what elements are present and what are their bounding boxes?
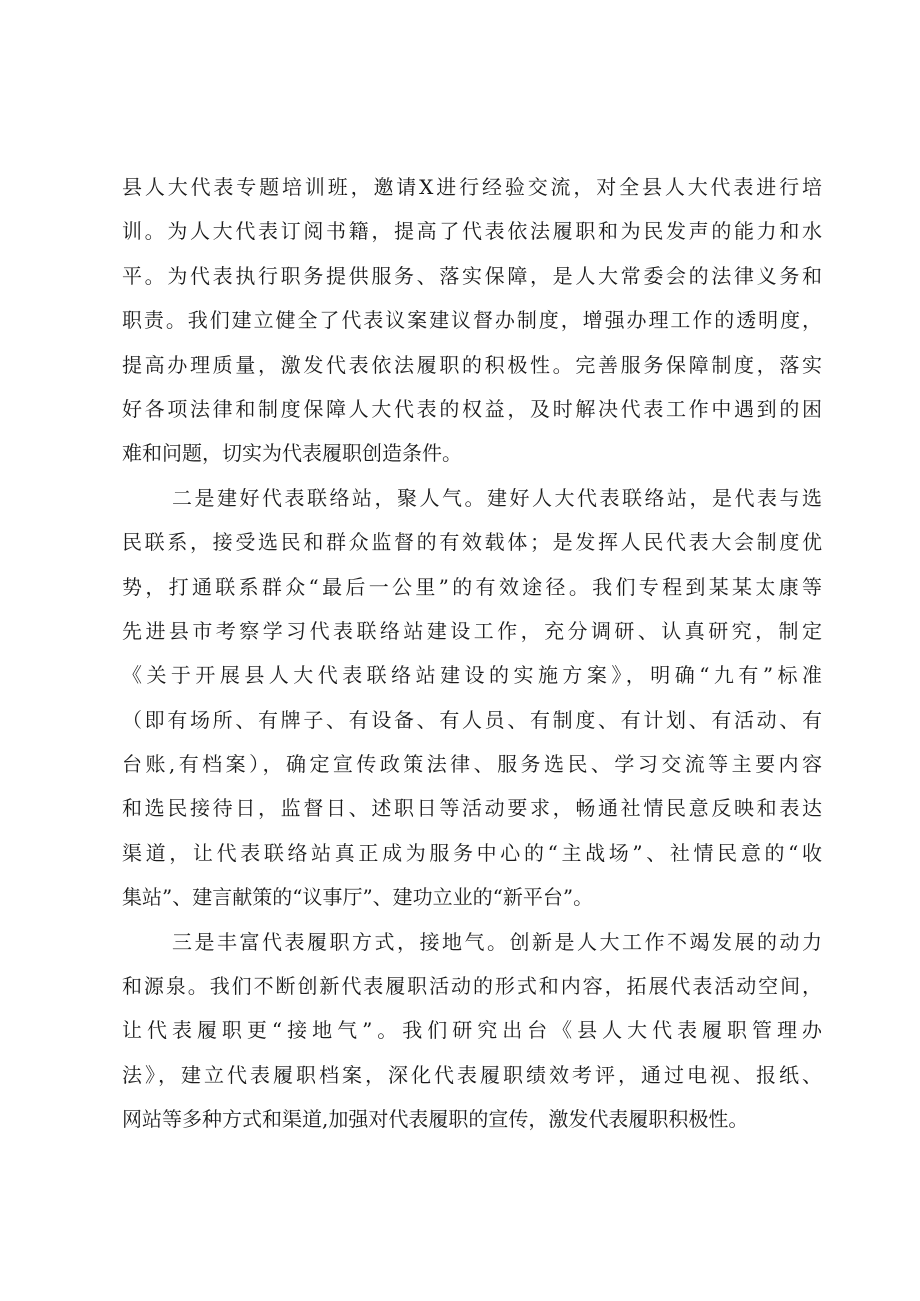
paragraph-line: 集站”、建言献策的“议事厅”、建功立业的“新平台”。 <box>122 885 594 910</box>
paragraph-line: （即有场所、有牌子、有设备、有人员、有制度、有计划、有活动、有 <box>122 707 822 732</box>
paragraph-line: 民联系，接受选民和群众监督的有效载体；是发挥人民代表大会制度优 <box>122 530 822 555</box>
paragraph-line: 和选民接待日，监督日、述职日等活动要求，畅通社情民意反映和表达 <box>122 796 822 821</box>
paragraph-line: 训。为人大代表订阅书籍，提高了代表依法履职和为民发声的能力和水 <box>122 219 822 244</box>
paragraph-line: 三是丰富代表履职方式，接地气。创新是人大工作不竭发展的动力 <box>172 929 822 954</box>
paragraph-line: 职责。我们建立健全了代表议案建议督办制度，增强办理工作的透明度， <box>122 308 822 333</box>
paragraph-line: 势，打通联系群众“最后一公里”的有效途径。我们专程到某某太康等 <box>122 574 822 599</box>
paragraph-line: 提高办理质量，激发代表依法履职的积极性。完善服务保障制度，落实 <box>122 352 822 377</box>
paragraph-line: 和源泉。我们不断创新代表履职活动的形式和内容，拓展代表活动空间， <box>122 974 822 999</box>
paragraph-3 <box>122 920 822 1142</box>
paragraph-line: 台账,有档案），确定宣传政策法律、服务选民、学习交流等主要内容 <box>122 752 822 777</box>
paragraph-line: 网站等多种方式和渠道,加强对代表履职的宣传，激发代表履职积极性。 <box>122 1107 749 1132</box>
paragraph-line: 先进县市考察学习代表联络站建设工作，充分调研、认真研究，制定 <box>122 618 822 643</box>
paragraph-line: 《关于开展县人大代表联络站建设的实施方案》，明确“九有”标准 <box>122 663 822 688</box>
paragraph-line: 平。为代表执行职务提供服务、落实保障，是人大常委会的法律义务和 <box>122 263 822 288</box>
paragraph-line: 让代表履职更“接地气”。我们研究出台《县人大代表履职管理办 <box>122 1018 822 1043</box>
paragraph-line: 好各项法律和制度保障人大代表的权益，及时解决代表工作中遇到的困 <box>122 396 822 421</box>
paragraph-line: 渠道，让代表联络站真正成为服务中心的“主战场”、社情民意的“收 <box>122 840 822 865</box>
document-body <box>122 165 822 1142</box>
paragraph-line: 县人大代表专题培训班，邀请X进行经验交流，对全县人大代表进行培 <box>122 175 822 199</box>
paragraph-line: 二是建好代表联络站，聚人气。建好人大代表联络站，是代表与选 <box>172 485 822 510</box>
paragraph-2 <box>122 476 822 920</box>
paragraph-line: 难和问题，切实为代表履职创造条件。 <box>122 441 462 466</box>
paragraph-line: 法》，建立代表履职档案，深化代表履职绩效考评，通过电视、报纸、 <box>122 1062 822 1087</box>
paragraph-1 <box>122 165 822 476</box>
